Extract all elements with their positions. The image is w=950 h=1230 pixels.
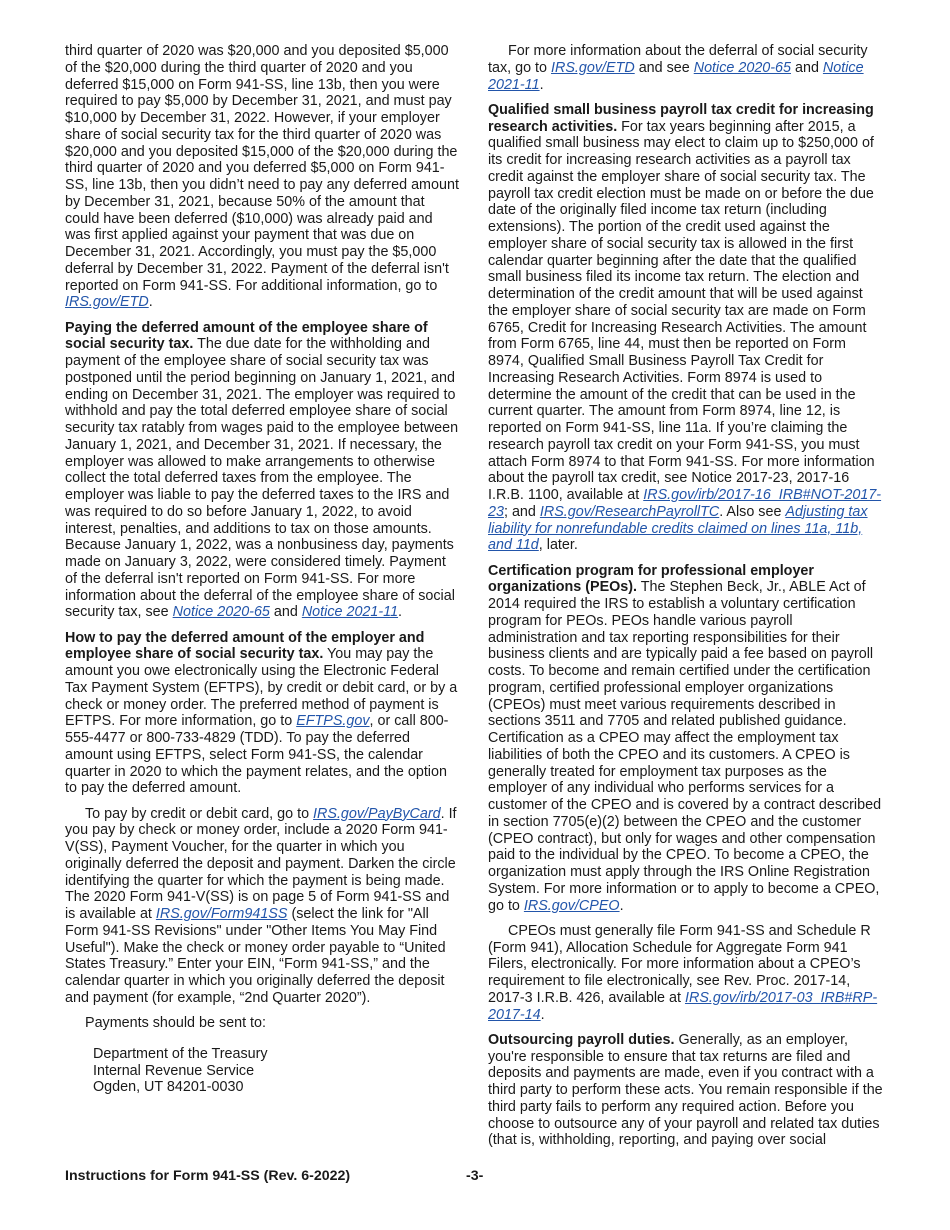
link-notice-2021-11[interactable]: Notice 2021-11 [301,604,399,621]
paragraph-deferral-example: third quarter of 2020 was $20,000 and you deposited $5,000 of the $20,000 during the third quarter of 2020 and you deferred $15,000 on Form 941-SS, line 13b, then you were required to pay $5,000 by December 31, 2021, and must pay $10,000 by December 31, 2022. However, if your employer share of social security tax for the third quarter of 2020 was $20,000 and you deposited $15,000 of the $20,000 during the third quarter of 2020 and you deferred $5,000 on Form 941-SS, line 13b, then you didn’t need to pay any deferred amount by December 31, 2021, because 50% of the amount that could have been deferred ($10,000) was already paid and was first applied against your payment that was due on December 31, 2021. Accordingly, you must pay the $5,000 deferral by December 31, 2022. Payment of the deferral isn't reported on Form 941-SS. For additional information, go to IRS.gov/ETD. [65,43,459,311]
paragraph-cpeo-filing: CPEOs must generally file Form 941-SS and Schedule R (Form 941), Allocation Schedule for Aggregate Form 941 Filers, electronically. For more information about a CPEO’s requirement to file electronically, see Rev. Proc. 2017-14, 2017-3 I.R.B. 426, available at IRS.gov/irb/2017-03_IRB#RP-2017-14. [488,922,878,1023]
link-irb-2017-03[interactable]: IRS.gov/irb/2017-03_IRB#RP-2017-14 [488,989,878,1023]
section-heading: Outsourcing payroll duties. [488,1031,675,1048]
paragraph-employee-share: Paying the deferred amount of the employee share of social security tax. The due date for the withholding and payment of the employee share of social security tax was postponed until the period beginning on January 1, 2021, and ending on December 31, 2021. The employer was required to withhold and pay the total deferred employee share of social security tax ratably from wages paid to the employee between January 1, 2021, and December 31, 2021. If necessary, the employer was allowed to make arrangements to otherwise collect the total deferred taxes from the employee. The employer was liable to pay the deferred taxes to the IRS and was required to do so before January 1, 2022, to avoid interest, penalties, and additions to tax on those amounts. Because January 1, 2022, was a nonbusiness day, payments made on January 3, 2022, were considered timely. Payment of the deferral isn't reported on Form 941-SS. For more information about the deferral of the employee share of social security tax, see Notice 2020-65 and Notice 2021-11. [65,319,459,621]
paragraph-outsourcing: Outsourcing payroll duties. Generally, as an employer, you're responsible to ensure that tax returns are filed and deposits and payments are made, even if you contract with a third party to perform these acts. You remain responsible if the third party fails to perform any required action. Before you choose to outsource any of your payroll and related tax duties (that is, withholding, reporting, and paying over social [488,1031,883,1149]
link-notice-2020-65[interactable]: Notice 2020-65 [693,59,792,76]
link-irb-2017-16[interactable]: IRS.gov/irb/2017-16_IRB#NOT-2017-23 [488,487,882,520]
address-line: Ogden, UT 84201-0030 [93,1079,244,1096]
right-column [488,43,884,1158]
section-heading: Qualified small business payroll tax credit for increasing research activities. [488,101,874,135]
link-irs-etd[interactable]: IRS.gov/ETD [65,294,149,311]
link-eftps[interactable]: EFTPS.gov [296,713,370,730]
link-adjusting-tax-liability[interactable]: Adjusting tax liability for nonrefundable credits claimed on lines 11a, 11b, and 11d [488,503,868,554]
address-line: Department of the Treasury [93,1045,268,1062]
link-irs-cpeo[interactable]: IRS.gov/CPEO [523,897,620,914]
link-irs-etd[interactable]: IRS.gov/ETD [551,59,635,76]
left-column [65,43,459,1096]
paragraph-how-to-pay: How to pay the deferred amount of the employer and employee share of social security tax. You may pay the amount you owe electronically using the Electronic Federal Tax Payment System (EFTPS), by credit or debit card, or by a check or money order. The preferred method of payment is EFTPS. For more information, go to EFTPS.gov, or call 800-555-4477 or 800-733-4829 (TDD). To pay the deferred amount using EFTPS, select Form 941-SS, the calendar quarter in 2020 to which the payment relates, and the option to pay the deferred amount. [65,629,458,797]
link-notice-2020-65[interactable]: Notice 2020-65 [172,604,270,621]
link-pay-by-card[interactable]: IRS.gov/PayByCard [313,805,441,822]
paragraph-pay-by-card: To pay by credit or debit card, go to IRS.gov/PayByCard. If you pay by check or money order, include a 2020 Form 941-V(SS), Payment Voucher, for the quarter in which you originally deferred the deposit and payment. Darken the circle identifying the quarter for which the payment is being made. The 2020 Form 941-V(SS) is on page 5 of Form 941-SS and is available at IRS.gov/Form941SS (select the link for "All Form 941-SS Revisions" under "Other Items You May Find Useful"). Make the check or money order payable to “United States Treasury.” Enter your EIN, “Form 941-SS,” and the calendar quarter in which you originally deferred the deposit and payment (for example, “2nd Quarter 2020”). [65,805,457,1006]
link-notice-2021-11[interactable]: Notice 2021-11 [488,59,864,93]
paragraph-deferral-info: For more information about the deferral of social security tax, go to IRS.gov/ETD and see Notice 2020-65 and Notice 2021-11. [488,43,868,93]
mailing-address [93,1046,459,1096]
address-line: Internal Revenue Service [93,1062,255,1079]
paragraph-payments-sent: Payments should be sent to: [85,1015,266,1031]
paragraph-research-credit: Qualified small business payroll tax credit for increasing research activities. For tax years beginning after 2015, a qualified small business may elect to claim up to $250,000 of its credit for increasing research activities as a payroll tax credit against the employer share of social security tax. The payroll tax credit election must be made on or before the due date of the originally filed income tax return (including extensions). The portion of the credit used against the employer share of social security tax is allowed in the first calendar quarter beginning after the date that the qualified small business filed its income tax return. The election and determination of the credit amount that will be used against the employer share of social security tax are made on Form 6765, Credit for Increasing Research Activities. The amount from Form 6765, line 44, must then be reported on Form 8974, Qualified Small Business Payroll Tax Credit for Increasing Research Activities. Form 8974 is used to determine the amount of the credit that can be used in the current quarter. The amount from Form 8974, line 12, is reported on Form 941-SS, line 11a. If you’re claiming the research payroll tax credit on your Form 941-SS, you must attach Form 8974 to that Form 941-SS. For more information about the payroll tax credit, see Notice 2017-23, 2017-16 I.R.B. 1100, available at IRS.gov/irb/2017-16_IRB#NOT-2017-23; and IRS.gov/ResearchPayrollTC. Also see Adjusting tax liability for nonrefundable credits claimed on lines 11a, 11b, and 11d, later. [488,101,882,554]
section-heading: Certification program for professional employer organizations (PEOs). [488,562,814,596]
footer-page-number: -3- [466,1168,484,1184]
link-form-941ss[interactable]: IRS.gov/Form941SS [155,906,288,922]
paragraph-peo-certification: Certification program for professional employer organizations (PEOs). The Stephen Beck, Jr., ABLE Act of 2014 required the IRS to establish a voluntary certification program for PEOs. PEOs handle various payroll administration and tax reporting responsibilities for their business clients and are typically paid a fee based on payroll costs. To become and remain certified under the certification program, certified professional employer organizations (CPEOs) must meet various requirements described in sections 3511 and 7705 and related published guidance. Certification as a CPEO may affect the employment tax liabilities of both the CPEO and its customers. A CPEO is generally treated for employment tax purposes as the employer of any individual who performs services for a customer of the CPEO and is covered by a contract described in section 7705(e)(2) between the CPEO and the customer (CPEO contract), but only for wages and other compensation paid to the individual by the CPEO. To become a CPEO, the organization must apply through the IRS Online Registration System. For more information or to apply to become a CPEO, go to IRS.gov/CPEO. [488,562,882,914]
section-heading: How to pay the deferred amount of the employer and employee share of social security tax. [65,629,425,663]
link-research-payroll-tc[interactable]: IRS.gov/ResearchPayrollTC [539,503,720,520]
footer-form-title: Instructions for Form 941-SS (Rev. 6-2022) [65,1168,351,1184]
section-heading: Paying the deferred amount of the employee share of social security tax. [65,319,428,353]
